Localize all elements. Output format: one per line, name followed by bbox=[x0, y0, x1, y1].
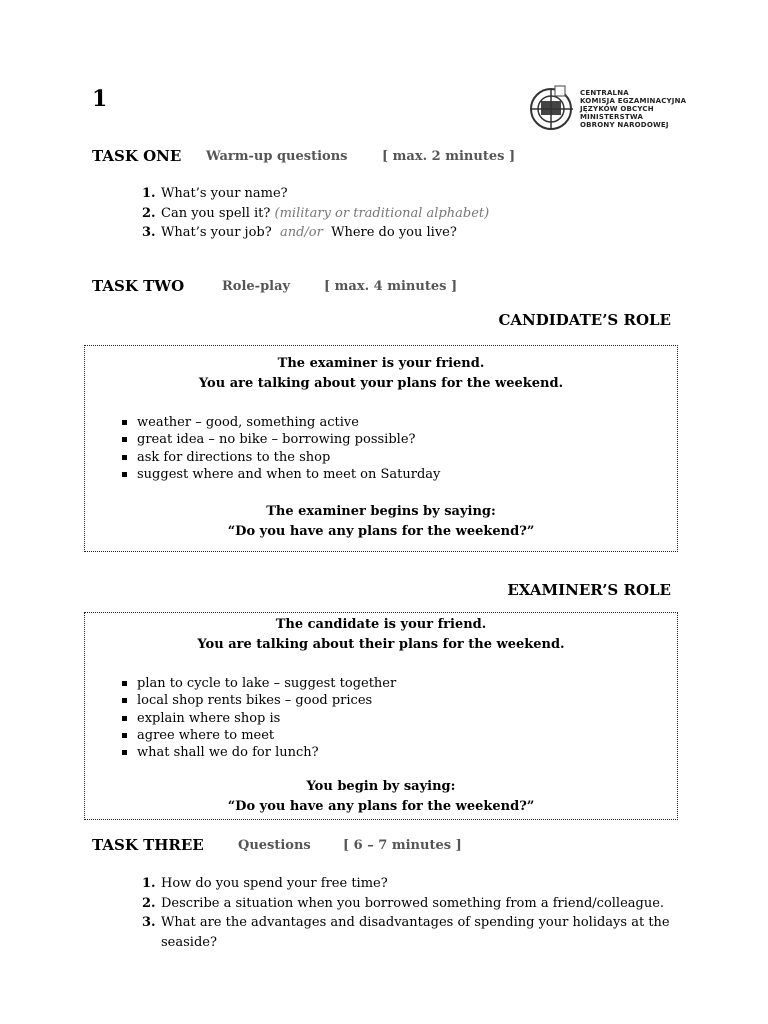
list-item bbox=[142, 874, 682, 894]
logo-line: KOMISJA EGZAMINACYJNA bbox=[580, 97, 687, 105]
examiner-bullets bbox=[137, 675, 396, 761]
item-text: Describe a situation when you borrowed something from a friend/colleague. bbox=[161, 895, 665, 911]
list-item: plan to cycle to lake – suggest together bbox=[137, 676, 397, 691]
item-text: What’s your name? bbox=[161, 186, 288, 201]
task-one-subtitle: Warm-up questions bbox=[206, 149, 348, 164]
item-number: 1. bbox=[142, 186, 156, 201]
item-number: 1. bbox=[142, 876, 156, 891]
list-item bbox=[142, 184, 489, 204]
examiner-role-box bbox=[84, 612, 678, 820]
task-two-heading bbox=[92, 277, 458, 295]
task-three-time: [ 6 – 7 minutes ] bbox=[343, 838, 462, 853]
task-one-questions bbox=[142, 184, 489, 243]
item-note: and/or bbox=[279, 225, 323, 240]
task-three-subtitle: Questions bbox=[238, 838, 311, 853]
role-intro: The candidate is your friend. bbox=[275, 617, 487, 632]
begin-instruction: You begin by saying: bbox=[306, 779, 456, 794]
candidate-role-heading: CANDIDATE’S ROLE bbox=[498, 311, 671, 329]
role-begin bbox=[85, 777, 677, 816]
page-number: 1 bbox=[92, 86, 108, 112]
task-three-heading bbox=[92, 836, 462, 854]
task-one-title: TASK ONE bbox=[92, 147, 182, 165]
list-item: weather – good, something active bbox=[137, 414, 440, 431]
list-item bbox=[142, 913, 682, 933]
list-item: great idea – no bike – borrowing possible? bbox=[137, 431, 440, 448]
begin-instruction: The examiner begins by saying: bbox=[266, 504, 496, 519]
item-number: 3. bbox=[142, 915, 156, 930]
task-three-questions bbox=[142, 874, 682, 952]
list-item bbox=[142, 894, 682, 914]
examiner-role-heading: EXAMINER’S ROLE bbox=[507, 581, 671, 599]
begin-quote: “Do you have any plans for the weekend?” bbox=[227, 798, 535, 814]
list-item: ask for directions to the shop bbox=[137, 449, 440, 466]
logo-text bbox=[580, 89, 686, 129]
logo-line: CENTRALNA bbox=[580, 89, 629, 97]
list-item: suggest where and when to meet on Saturday bbox=[137, 466, 441, 482]
item-note: (military or traditional alphabet) bbox=[274, 205, 490, 221]
list-item: explain where shop is bbox=[137, 710, 396, 727]
list-item: what shall we do for lunch? bbox=[137, 744, 396, 761]
task-two-time: [ max. 4 minutes ] bbox=[324, 279, 458, 294]
role-begin bbox=[85, 502, 677, 541]
role-intro: You are talking about their plans for the weekend. bbox=[197, 636, 565, 652]
item-text: What are the advantages and disadvantages of spending your holidays at the bbox=[161, 915, 670, 930]
item-text: What’s your job? bbox=[161, 225, 272, 240]
candidate-bullets bbox=[137, 414, 440, 483]
item-number: 3. bbox=[142, 225, 156, 240]
role-intro: You are talking about your plans for the weekend. bbox=[198, 375, 564, 391]
begin-quote: “Do you have any plans for the weekend?” bbox=[227, 523, 535, 539]
list-item-continuation bbox=[142, 933, 682, 953]
item-number: 2. bbox=[142, 895, 156, 911]
task-three-title: TASK THREE bbox=[92, 836, 204, 854]
item-text: How do you spend your free time? bbox=[161, 876, 388, 891]
logo-line: MINISTERSTWA bbox=[580, 113, 644, 121]
list-item: agree where to meet bbox=[137, 727, 396, 744]
task-two-subtitle: Role-play bbox=[222, 279, 291, 294]
item-text: Can you spell it? bbox=[161, 205, 271, 221]
candidate-role-box bbox=[84, 345, 678, 552]
logo-line: JĘZYKÓW OBCYCH bbox=[580, 105, 654, 113]
role-intro: The examiner is your friend. bbox=[277, 356, 485, 371]
item-text: Where do you live? bbox=[331, 225, 457, 240]
logo-line: OBRONY NARODOWEJ bbox=[580, 121, 669, 129]
list-item bbox=[142, 204, 489, 224]
list-item: local shop rents bikes – good prices bbox=[137, 692, 396, 709]
task-two-title: TASK TWO bbox=[92, 277, 185, 295]
task-one-time: [ max. 2 minutes ] bbox=[382, 149, 516, 164]
item-text: seaside? bbox=[161, 934, 217, 950]
task-one-heading bbox=[92, 147, 516, 165]
item-number: 2. bbox=[142, 205, 156, 221]
list-item bbox=[142, 223, 489, 243]
